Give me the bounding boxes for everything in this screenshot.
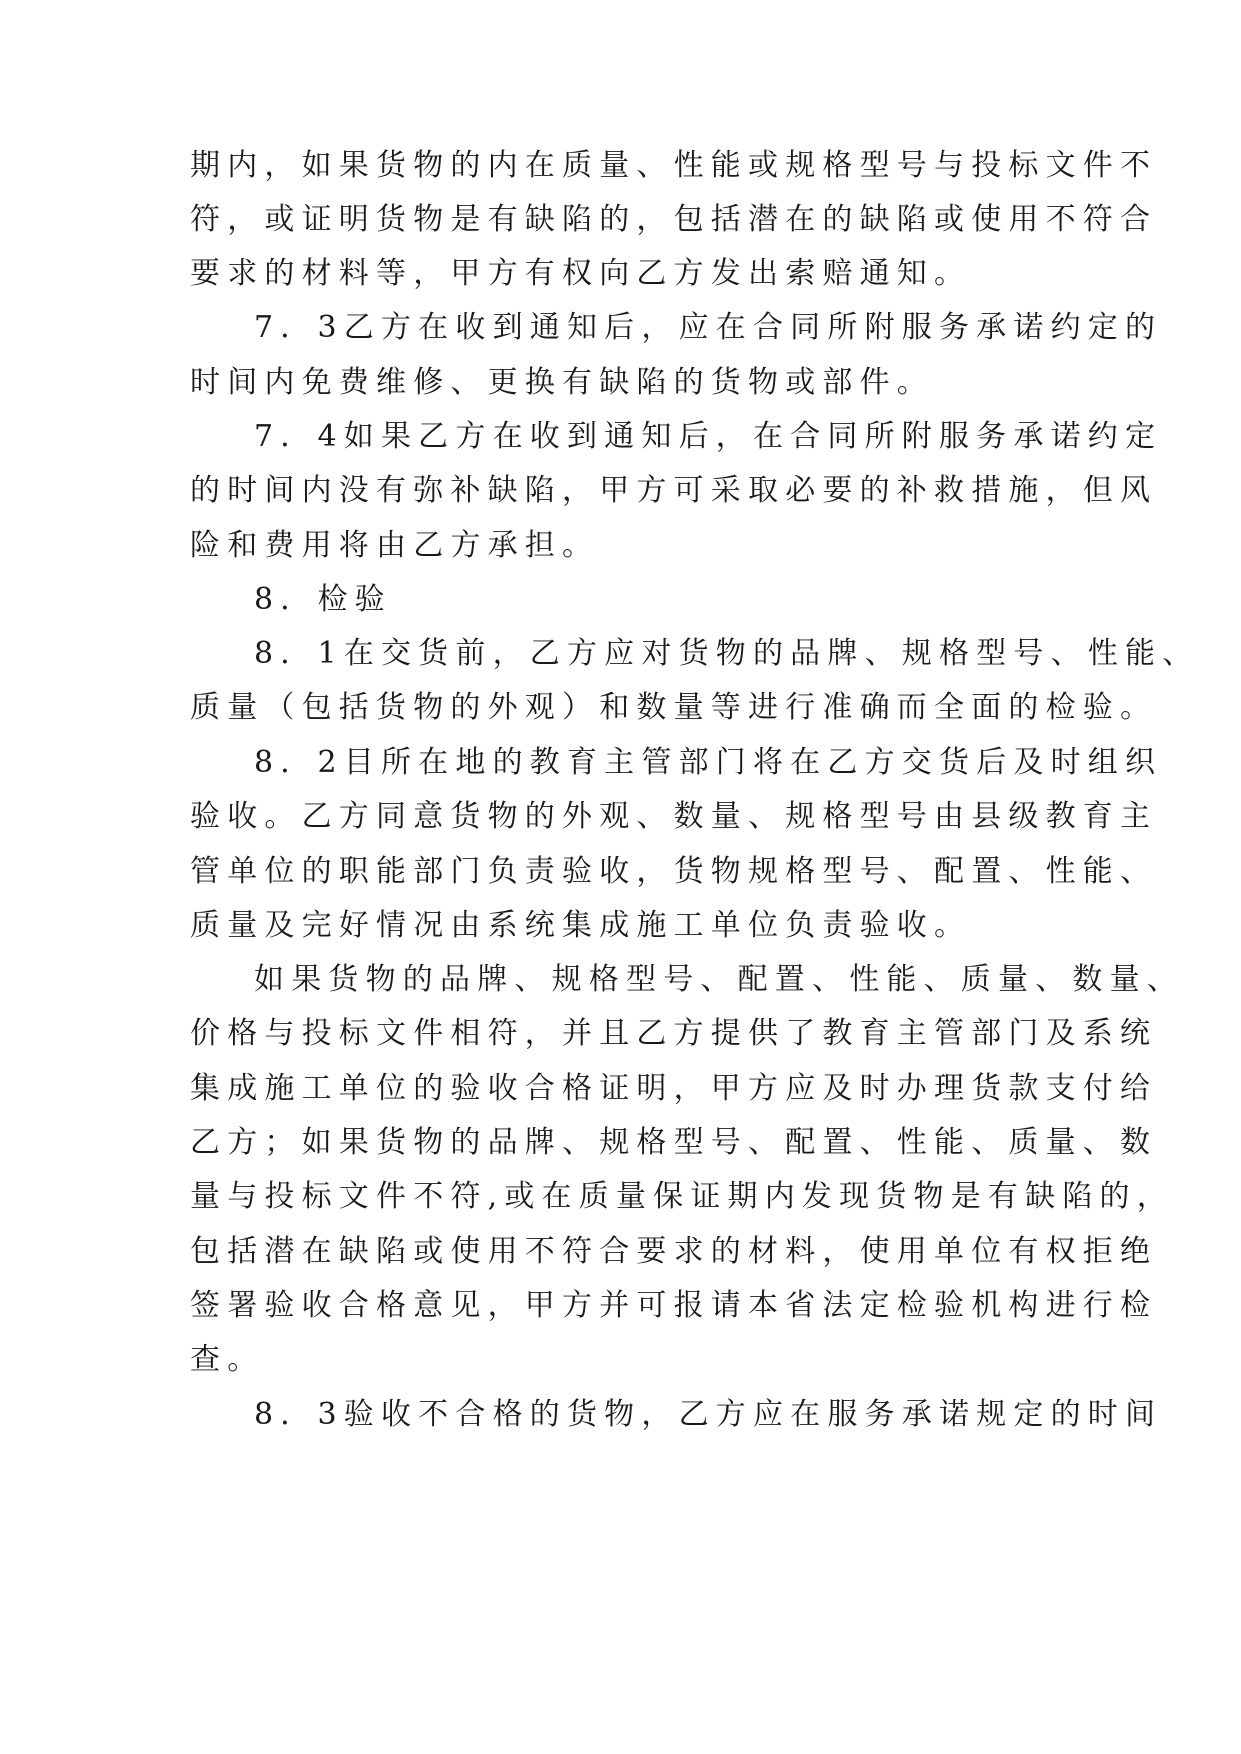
text-line: 查。 — [190, 1342, 265, 1377]
text-line: 时间内免费维修、更换有缺陷的货物或部件。 — [190, 365, 934, 400]
text-line: 质量（包括货物的外观）和数量等进行准确而全面的检验。 — [190, 690, 1158, 725]
text-line: 量与投标文件不符,或在质量保证期内发现货物是有缺陷的， — [190, 1179, 1174, 1214]
text-line: 8．1在交货前，乙方应对货物的品牌、规格型号、性能、 — [254, 636, 1200, 671]
text-line: 集成施工单位的验收合格证明，甲方应及时办理货款支付给 — [190, 1071, 1158, 1106]
section-heading: 8．检验 — [254, 582, 392, 617]
text-line: 价格与投标文件相符，并且乙方提供了教育主管部门及系统 — [190, 1016, 1158, 1051]
text-line: 7．4如果乙方在收到通知后，在合同所附服务承诺约定 — [254, 419, 1163, 454]
text-line: 要求的材料等，甲方有权向乙方发出索赔通知。 — [190, 256, 972, 291]
text-line: 包括潜在缺陷或使用不符合要求的材料，使用单位有权拒绝 — [190, 1234, 1158, 1269]
text-line: 签署验收合格意见，甲方并可报请本省法定检验机构进行检 — [190, 1288, 1158, 1323]
text-line: 乙方；如果货物的品牌、规格型号、配置、性能、质量、数 — [190, 1125, 1158, 1160]
text-line: 8．3验收不合格的货物，乙方应在服务承诺规定的时间 — [254, 1397, 1163, 1432]
text-line: 符，或证明货物是有缺陷的，包括潜在的缺陷或使用不符合 — [190, 202, 1158, 237]
text-line: 管单位的职能部门负责验收，货物规格型号、配置、性能、 — [190, 854, 1158, 889]
text-line: 的时间内没有弥补缺陷，甲方可采取必要的补救措施，但风 — [190, 473, 1158, 508]
text-line: 期内，如果货物的内在质量、性能或规格型号与投标文件不 — [190, 148, 1158, 183]
text-line: 质量及完好情况由系统集成施工单位负责验收。 — [190, 908, 972, 943]
text-line: 验收。乙方同意货物的外观、数量、规格型号由县级教育主 — [190, 799, 1158, 834]
text-line: 险和费用将由乙方承担。 — [190, 528, 600, 563]
text-line: 8．2目所在地的教育主管部门将在乙方交货后及时组织 — [254, 745, 1163, 780]
text-line: 7．3乙方在收到通知后，应在合同所附服务承诺约定的 — [254, 310, 1163, 345]
text-line: 如果货物的品牌、规格型号、配置、性能、质量、数量、 — [254, 962, 1184, 997]
